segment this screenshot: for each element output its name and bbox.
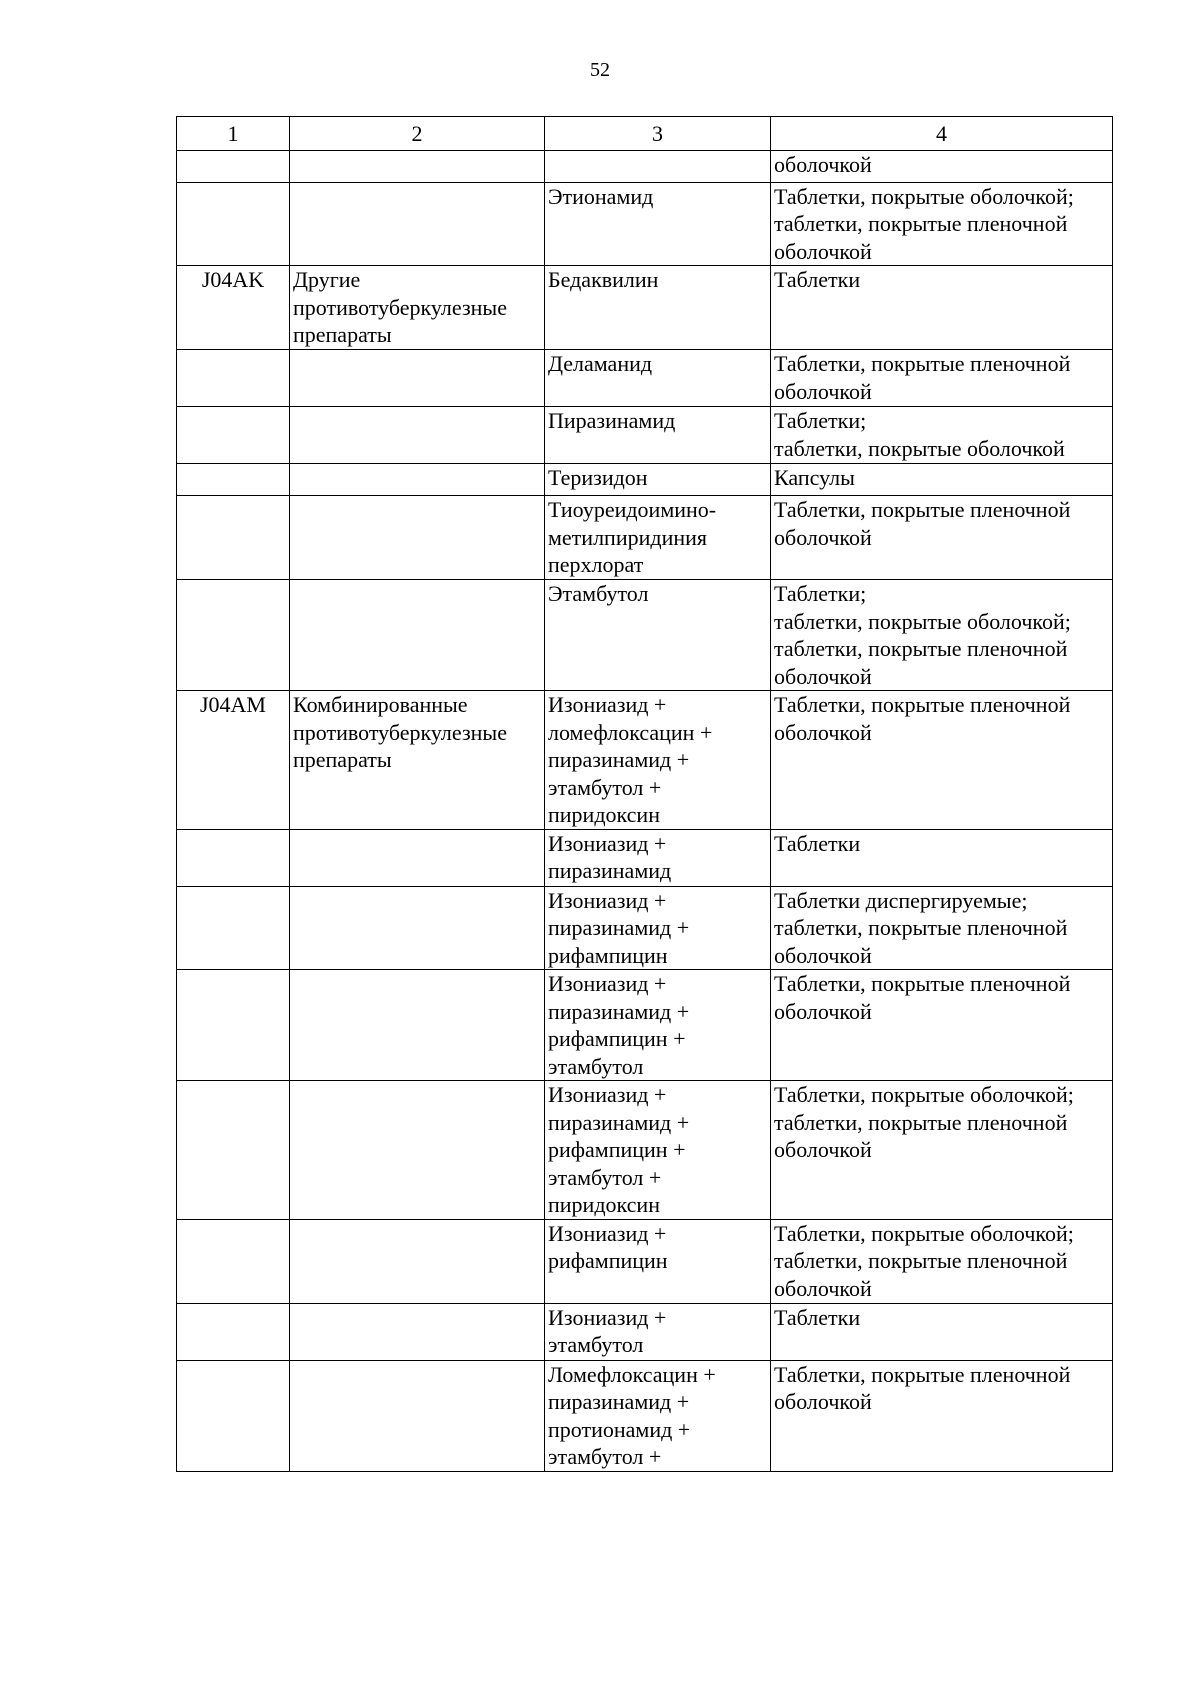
dosage-form-cell: Таблетки, покрытые пленочной оболочкой [771, 350, 1113, 407]
atc-code-cell [177, 970, 290, 1081]
substance-cell: Деламанид [545, 350, 771, 407]
table-row [177, 464, 1113, 496]
atc-code-cell [177, 407, 290, 464]
group-name-cell [290, 1219, 545, 1303]
substance-cell: Изониазид + этамбутол [545, 1303, 771, 1360]
dosage-form-cell: Таблетки диспергируемые; таблетки, покрытые пленочной оболочкой [771, 886, 1113, 970]
drug-table [176, 116, 1113, 1472]
dosage-form-cell: Таблетки, покрытые пленочной оболочкой [771, 1360, 1113, 1471]
table-row [177, 970, 1113, 1081]
table-row [177, 407, 1113, 464]
table-row [177, 350, 1113, 407]
substance-cell: Изониазид + пиразинамид + рифампицин + этамбутол + пиридоксин [545, 1081, 771, 1220]
table-row [177, 580, 1113, 691]
atc-code-cell: J04AM [177, 691, 290, 830]
atc-code-cell [177, 1219, 290, 1303]
substance-cell: Тиоуреидоимино- метилпиридиния перхлорат [545, 496, 771, 580]
substance-cell [545, 150, 771, 182]
group-name-cell [290, 407, 545, 464]
atc-code-cell [177, 182, 290, 266]
group-name-cell [290, 182, 545, 266]
table-row [177, 1081, 1113, 1220]
atc-code-cell [177, 886, 290, 970]
table-body [177, 150, 1113, 1471]
table-row [177, 150, 1113, 182]
substance-cell: Бедаквилин [545, 266, 771, 350]
column-header: 1 [177, 117, 290, 151]
substance-cell: Изониазид + пиразинамид [545, 829, 771, 886]
group-name-cell [290, 580, 545, 691]
substance-cell: Ломефлоксацин + пиразинамид + протионамид + этамбутол + [545, 1360, 771, 1471]
table-row [177, 496, 1113, 580]
dosage-form-cell: Таблетки, покрытые пленочной оболочкой [771, 691, 1113, 830]
dosage-form-cell: Таблетки [771, 1303, 1113, 1360]
atc-code-cell [177, 496, 290, 580]
table-row [177, 1360, 1113, 1471]
dosage-form-cell: Таблетки, покрытые оболочкой; таблетки, покрытые пленочной оболочкой [771, 182, 1113, 266]
atc-code-cell [177, 829, 290, 886]
group-name-cell [290, 829, 545, 886]
table-header-row [177, 117, 1113, 151]
substance-cell: Теризидон [545, 464, 771, 496]
group-name-cell [290, 350, 545, 407]
dosage-form-cell: Таблетки; таблетки, покрытые оболочкой; таблетки, покрытые пленочной оболочкой [771, 580, 1113, 691]
dosage-form-cell: оболочкой [771, 150, 1113, 182]
column-header: 3 [545, 117, 771, 151]
group-name-cell [290, 1081, 545, 1220]
dosage-form-cell: Таблетки, покрытые пленочной оболочкой [771, 970, 1113, 1081]
atc-code-cell [177, 464, 290, 496]
column-header: 2 [290, 117, 545, 151]
dosage-form-cell: Таблетки [771, 829, 1113, 886]
substance-cell: Этионамид [545, 182, 771, 266]
table-row [177, 829, 1113, 886]
group-name-cell: Другие противотуберкулезные препараты [290, 266, 545, 350]
group-name-cell [290, 1303, 545, 1360]
dosage-form-cell: Таблетки, покрытые оболочкой; таблетки, покрытые пленочной оболочкой [771, 1081, 1113, 1220]
substance-cell: Изониазид + пиразинамид + рифампицин + этамбутол [545, 970, 771, 1081]
table-row [177, 691, 1113, 830]
group-name-cell [290, 150, 545, 182]
dosage-form-cell: Таблетки, покрытые пленочной оболочкой [771, 496, 1113, 580]
column-header: 4 [771, 117, 1113, 151]
group-name-cell [290, 496, 545, 580]
group-name-cell [290, 970, 545, 1081]
table-row [177, 266, 1113, 350]
atc-code-cell [177, 580, 290, 691]
group-name-cell: Комбинированные противотуберкулезные препараты [290, 691, 545, 830]
atc-code-cell [177, 1360, 290, 1471]
substance-cell: Изониазид + пиразинамид + рифампицин [545, 886, 771, 970]
group-name-cell [290, 886, 545, 970]
atc-code-cell [177, 1081, 290, 1220]
substance-cell: Изониазид + рифампицин [545, 1219, 771, 1303]
dosage-form-cell: Таблетки, покрытые оболочкой; таблетки, покрытые пленочной оболочкой [771, 1219, 1113, 1303]
atc-code-cell [177, 1303, 290, 1360]
dosage-form-cell: Таблетки; таблетки, покрытые оболочкой [771, 407, 1113, 464]
table-row [177, 182, 1113, 266]
dosage-form-cell: Капсулы [771, 464, 1113, 496]
atc-code-cell [177, 150, 290, 182]
group-name-cell [290, 1360, 545, 1471]
page-number: 52 [590, 59, 610, 81]
group-name-cell [290, 464, 545, 496]
table-row [177, 886, 1113, 970]
substance-cell: Изониазид + ломефлоксацин + пиразинамид + этамбутол + пиридоксин [545, 691, 771, 830]
atc-code-cell [177, 350, 290, 407]
substance-cell: Пиразинамид [545, 407, 771, 464]
atc-code-cell: J04AK [177, 266, 290, 350]
dosage-form-cell: Таблетки [771, 266, 1113, 350]
substance-cell: Этамбутол [545, 580, 771, 691]
table-row [177, 1303, 1113, 1360]
table-row [177, 1219, 1113, 1303]
